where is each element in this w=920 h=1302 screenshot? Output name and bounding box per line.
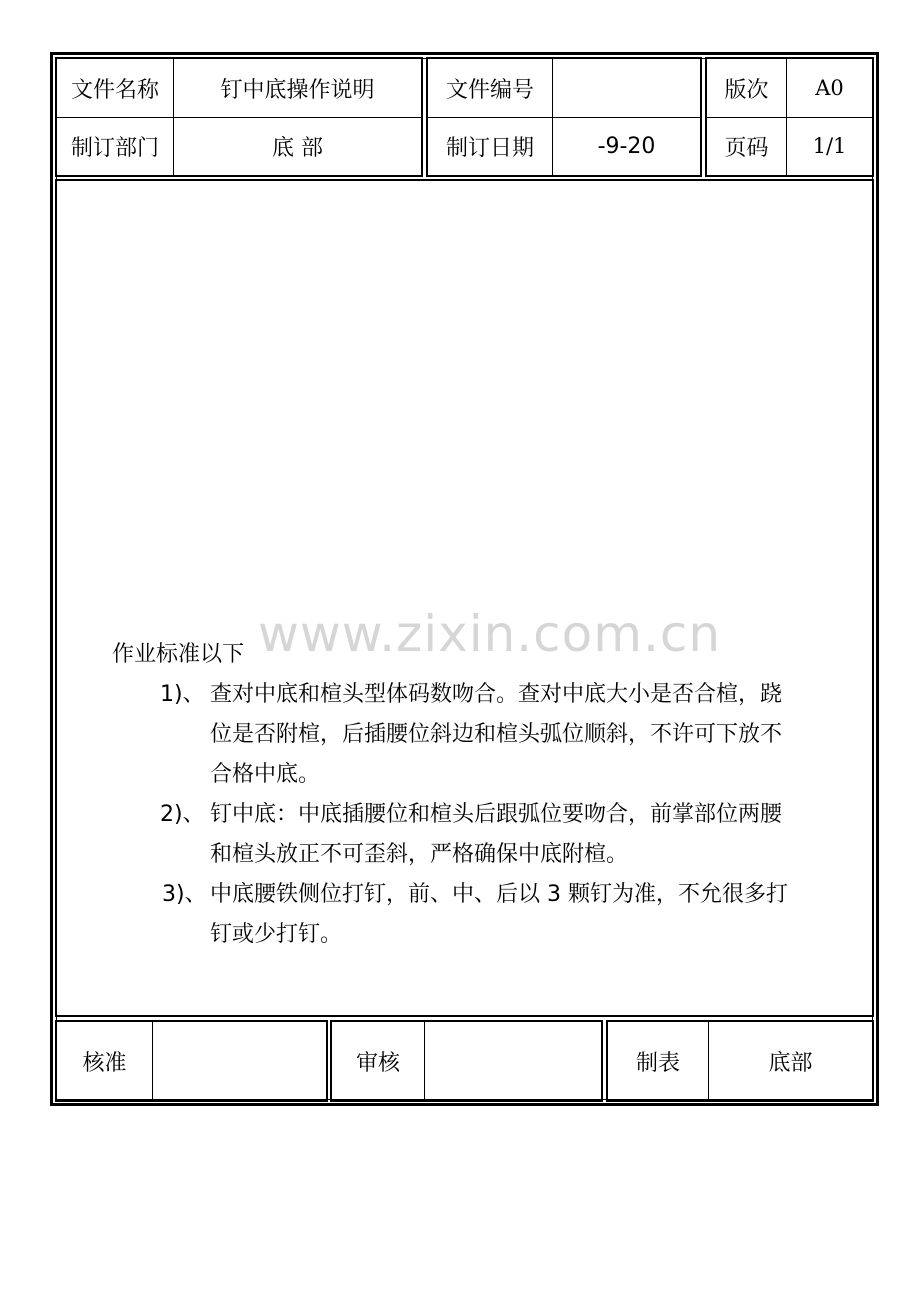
header-block-number (426, 57, 702, 177)
item-3-line-1: 中底腰铁侧位打钉，前、中、后以 3 颗钉为准，不允很多打 (210, 882, 788, 907)
review-label: 审核 (332, 1022, 425, 1100)
standard-title: 作业标准以下 (112, 642, 245, 667)
tabulate-label: 制表 (608, 1022, 709, 1100)
header-block-version (705, 57, 874, 177)
version-value: A0 (815, 76, 844, 100)
item-1-line-1: 查对中底和楦头型体码数吻合。查对中底大小是否合楦，跷 (210, 682, 783, 707)
item-2-line-2: 和楦头放正不可歪斜，严格确保中底附楦。 (210, 842, 629, 867)
dept-value: 底 部 (272, 135, 323, 161)
item-3-number: 3)、 (162, 882, 207, 907)
header-block-file (55, 57, 423, 177)
item-2-number: 2)、 (160, 802, 205, 827)
item-3-line-2: 钉或少打钉。 (210, 922, 343, 947)
tabulate-value: 底部 (768, 1050, 813, 1076)
dept-label: 制订部门 (57, 117, 174, 175)
version-label: 版次 (707, 59, 787, 117)
page-value: 1/1 (812, 134, 847, 158)
item-1-number: 1)、 (160, 682, 205, 707)
date-label: 制订日期 (428, 117, 553, 175)
approve-value (153, 1022, 326, 1100)
file-no-label: 文件编号 (428, 59, 553, 117)
page-label: 页码 (707, 117, 787, 175)
watermark: www.zixin.com.cn (258, 605, 722, 663)
file-no-value (553, 59, 700, 117)
footer-approve (55, 1020, 328, 1102)
date-value: -9-20 (597, 133, 656, 159)
footer-tabulate (606, 1020, 874, 1102)
approve-label: 核准 (57, 1022, 153, 1100)
review-value (425, 1022, 601, 1100)
file-name-value: 钉中底操作说明 (220, 77, 375, 103)
item-1-line-2: 位是否附楦，后插腰位斜边和楦头弧位顺斜，不许可下放不 (210, 722, 783, 747)
item-1-line-3: 合格中底。 (210, 762, 321, 787)
item-2-line-1: 钉中底：中底插腰位和楦头后跟弧位要吻合，前掌部位两腰 (210, 802, 783, 827)
file-name-label: 文件名称 (57, 59, 174, 117)
footer-review (330, 1020, 603, 1102)
